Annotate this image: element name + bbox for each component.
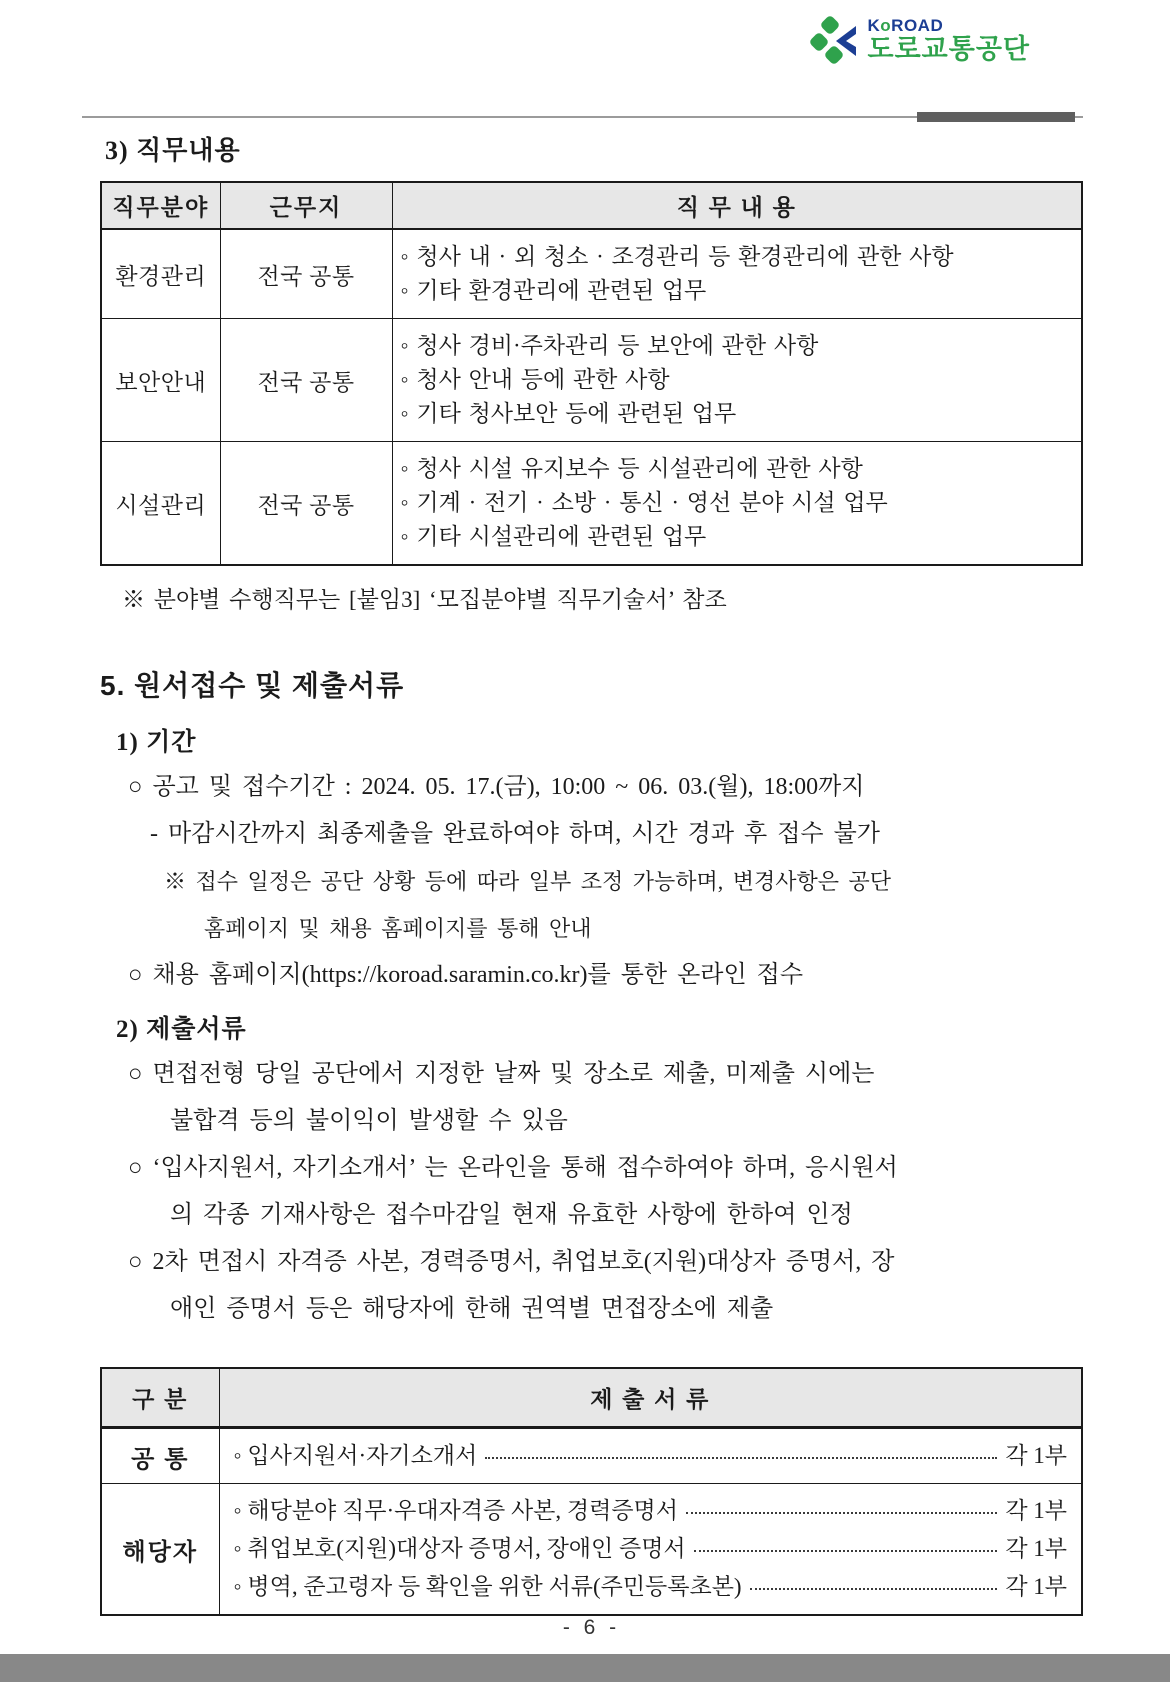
col-header-location: 근무지 bbox=[220, 182, 392, 229]
table-row bbox=[101, 229, 1082, 319]
duty-line: ◦ 청사 경비·주차관리 등 보안에 관한 사항 bbox=[400, 333, 819, 358]
dot-leader bbox=[686, 1512, 997, 1514]
location-cell: 전국 공통 bbox=[220, 229, 392, 319]
document-item: ◦ 병역, 준고령자 등 확인을 위한 서류(주민등록초본) 각 1부 bbox=[233, 1574, 1067, 1599]
table-row bbox=[101, 1484, 1082, 1616]
document-item: ◦ 해당분야 직무·우대자격증 사본, 경력증명서 각 1부 bbox=[233, 1498, 1067, 1523]
document-item: ◦ 입사지원서·자기소개서 각 1부 bbox=[233, 1443, 1067, 1468]
koroad-logo-text bbox=[868, 17, 1031, 63]
header-rule bbox=[82, 116, 1083, 118]
logo-brand-en: KoROAD bbox=[867, 16, 944, 35]
section3-footnote: ※ 분야별 수행직무는 [붙임3] ‘모집분야별 직무기술서’ 참조 bbox=[122, 587, 727, 612]
logo-brand-ko: 도로교통공단 bbox=[867, 34, 1030, 64]
period-line: - 마감시간까지 최종제출을 완료하여야 하며, 시간 경과 후 접수 불가 bbox=[150, 821, 880, 847]
table-header-row bbox=[101, 182, 1082, 229]
documents-cell bbox=[219, 1428, 1082, 1484]
dot-leader bbox=[750, 1588, 998, 1590]
page-number: - 6 - bbox=[562, 1616, 621, 1639]
submission-documents-table bbox=[100, 1367, 1083, 1616]
category-cell: 공 통 bbox=[101, 1428, 219, 1484]
col-header-field: 직무분야 bbox=[101, 182, 220, 229]
category-cell: 해당자 bbox=[101, 1484, 219, 1616]
table-row bbox=[101, 1428, 1082, 1484]
section5-title: 5. 원서접수 및 제출서류 bbox=[100, 670, 405, 701]
documents-title: 2) 제출서류 bbox=[116, 1016, 247, 1043]
documents-cell bbox=[219, 1484, 1082, 1616]
table-row bbox=[101, 319, 1082, 442]
duties-cell bbox=[392, 229, 1082, 319]
documents-line: ○ ‘입사지원서, 자기소개서’ 는 온라인을 통해 접수하여야 하며, 응시원서 bbox=[128, 1155, 898, 1181]
field-cell: 시설관리 bbox=[101, 442, 220, 566]
koroad-logo-icon bbox=[810, 14, 862, 66]
duty-line: ◦ 청사 내 · 외 청소 · 조경관리 등 환경관리에 관한 사항 bbox=[400, 244, 954, 269]
col-header-category: 구 분 bbox=[101, 1368, 219, 1428]
duty-line: ◦ 청사 시설 유지보수 등 시설관리에 관한 사항 bbox=[400, 456, 863, 481]
job-description-table bbox=[100, 181, 1083, 566]
documents-line: 의 각종 기재사항은 접수마감일 현재 유효한 사항에 한하여 인정 bbox=[170, 1202, 853, 1228]
header-rule-accent bbox=[917, 112, 1075, 122]
period-line: 홈페이지 및 채용 홈페이지를 통해 안내 bbox=[204, 916, 592, 941]
documents-line: ○ 2차 면접시 자격증 사본, 경력증명서, 취업보호(지원)대상자 증명서, 장 bbox=[128, 1249, 895, 1275]
location-cell: 전국 공통 bbox=[220, 319, 392, 442]
location-cell: 전국 공통 bbox=[220, 442, 392, 566]
duty-line: ◦ 기타 환경관리에 관련된 업무 bbox=[400, 278, 707, 303]
col-header-duties: 직 무 내 용 bbox=[392, 182, 1082, 229]
table-header-row bbox=[101, 1368, 1082, 1428]
duty-line: ◦ 기계 · 전기 · 소방 · 통신 · 영선 분야 시설 업무 bbox=[400, 490, 888, 515]
documents-line: ○ 면접전형 당일 공단에서 지정한 날짜 및 장소로 제출, 미제출 시에는 bbox=[128, 1061, 875, 1087]
table-row bbox=[101, 442, 1082, 566]
koroad-logo bbox=[810, 14, 1031, 66]
documents-line: 불합격 등의 불이익이 발생할 수 있음 bbox=[170, 1108, 568, 1134]
dot-leader bbox=[485, 1457, 997, 1459]
document-item: ◦ 취업보호(지원)대상자 증명서, 장애인 증명서 각 1부 bbox=[233, 1536, 1067, 1561]
period-line: ○ 채용 홈페이지(https://koroad.saramin.co.kr)를 통한 온라인 접수 bbox=[128, 962, 803, 988]
field-cell: 보안안내 bbox=[101, 319, 220, 442]
period-line: ○ 공고 및 접수기간 : 2024. 05. 17.(금), 10:00 ~ 06. 03.(월), 18:00까지 bbox=[128, 774, 865, 800]
duties-cell bbox=[392, 319, 1082, 442]
documents-line: 애인 증명서 등은 해당자에 한해 권역별 면접장소에 제출 bbox=[170, 1296, 774, 1322]
section3-title: 3) 직무내용 bbox=[105, 136, 241, 165]
page-header bbox=[100, 0, 1083, 118]
duty-line: ◦ 기타 청사보안 등에 관련된 업무 bbox=[400, 401, 737, 426]
duty-line: ◦ 기타 시설관리에 관련된 업무 bbox=[400, 524, 707, 549]
duty-line: ◦ 청사 안내 등에 관한 사항 bbox=[400, 367, 670, 392]
period-line: ※ 접수 일정은 공단 상황 등에 따라 일부 조정 가능하며, 변경사항은 공단 bbox=[164, 869, 892, 894]
col-header-documents: 제 출 서 류 bbox=[219, 1368, 1082, 1428]
duties-cell bbox=[392, 442, 1082, 566]
field-cell: 환경관리 bbox=[101, 229, 220, 319]
period-title: 1) 기간 bbox=[116, 729, 197, 756]
dot-leader bbox=[694, 1550, 998, 1552]
